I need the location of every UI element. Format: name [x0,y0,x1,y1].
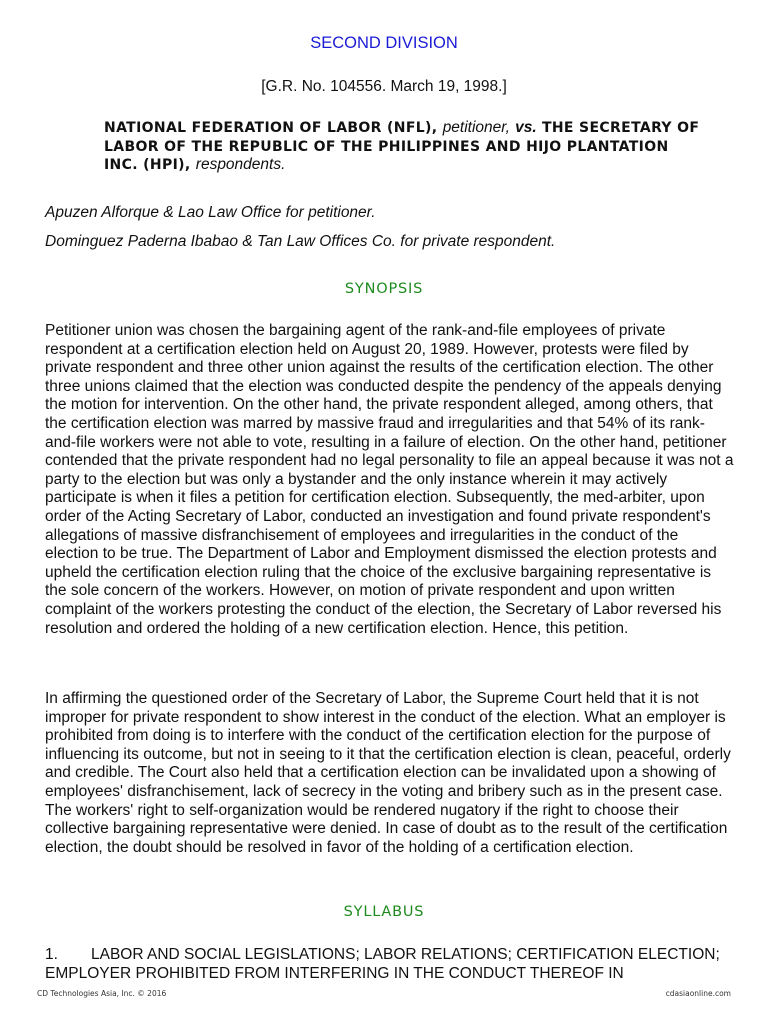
syllabus-item [45,945,735,983]
petitioner-counsel: Apuzen Alforque & Lao Law Office for petitioner. [45,204,376,221]
synopsis-paragraph-1: Petitioner union was chosen the bargaining agent of the rank-and-file employees of private respondent at a certification election held on August 20, 1989. However, protests were filed by private respondent and three other union against the results of the certification election. The other three unions claimed that the election was conducted despite the pendency of the appeals denying the motion for intervention. On the other hand, the private respondent alleged, among others, that the certification election was marred by massive fraud and irregularities and that 54% of its rank-and-file workers were not able to vote, resulting in a failure of election. On the other hand, petitioner contended that the private respondent had no legal personality to file an appeal because it was not a party to the election but was only a bystander and the only instance wherein it may actively participate is when it files a petition for certification election. Subsequently, the med-arbiter, upon order of the Acting Secretary of Labor, conducted an investigation and found private respondent's allegations of massive disfranchisement of employees and irregularities in the conduct of the election to be true. The Department of Labor and Employment dismissed the election protests and upheld the certification election ruling that the choice of the exclusive bargaining representative is the sole concern of the workers. However, on motion of private respondent and upon written complaint of the workers protesting the conduct of the election, the Secretary of Labor reversed his resolution and ordered the holding of a new certification election. Hence, this petition. [45,322,734,637]
petitioner-name: NATIONAL FEDERATION OF LABOR (NFL), [104,120,438,136]
footer-copyright: CD Technologies Asia, Inc. © 2016 [37,989,167,998]
syllabus-item-number: 1. [45,946,58,963]
syllabus-heading: SYLLABUS [343,904,425,920]
case-parties: NATIONAL FEDERATION OF LABOR (NFL), petitioner, vs. THE SECRETARY OF LABOR OF THE REPUBLIC OF THE PHILIPPINES AND HIJO PLANTATION INC. (HPI), respondents. [104,119,700,173]
synopsis-paragraph-2: In affirming the questioned order of the Secretary of Labor, the Supreme Court held that it is not improper for private respondent to show interest in the conduct of the election. What an employer is prohibited from doing is to interfere with the conduct of the certification election for the purpose of influencing its outcome, but not in seeing to it that the certification election is clean, peaceful, orderly and credible. The Court also held that a certification election can be invalidated upon a showing of employees' disfranchisement, lack of secrecy in the voting and bribery such as in the present case. The workers' right to self-organization would be rendered nugatory if the right to choose their collective bargaining representative were denied. In case of doubt as to the result of the certification election, the doubt should be resolved in favor of the holding of a certification election. [45,690,731,856]
respondents-name: THE SECRETARY OF LABOR OF THE REPUBLIC OF THE PHILIPPINES AND HIJO PLANTATION INC. (HPI), [104,120,700,173]
division-heading: SECOND DIVISION [310,34,458,52]
syllabus-item-text: LABOR AND SOCIAL LEGISLATIONS; LABOR RELATIONS; CERTIFICATION ELECTION; EMPLOYER PROHIBITED FROM INTERFERING IN THE CONDUCT THEREOF IN [45,946,720,982]
respondents-role: respondents. [195,156,286,173]
case-number: [G.R. No. 104556. March 19, 1998.] [261,78,507,95]
synopsis-heading: SYNOPSIS [344,281,424,297]
respondent-counsel: Dominguez Paderna Ibabao & Tan Law Offices Co. for private respondent. [45,233,556,250]
footer-site: cdasiaonline.com [665,989,731,998]
petitioner-role: petitioner [442,119,506,136]
versus-label: vs. [515,119,537,136]
